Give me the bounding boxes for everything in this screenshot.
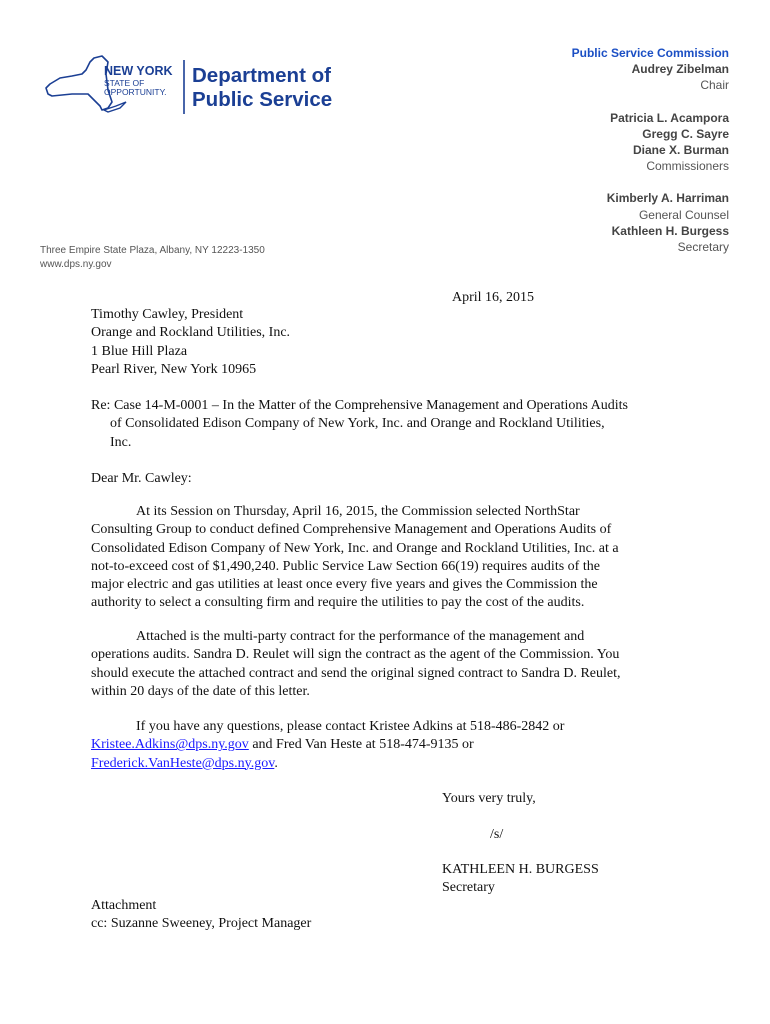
recipient-line: Pearl River, New York 10965	[91, 361, 257, 377]
agency-website: www.dps.ny.gov	[40, 259, 112, 270]
closing: Yours very truly,	[442, 791, 536, 806]
dps-logo	[42, 50, 352, 124]
paragraph-text: .	[274, 755, 278, 771]
attachment-note: Attachment	[91, 898, 157, 913]
roster-org: Public Service Commission	[571, 46, 729, 60]
logo-dept-line2: Public Service	[192, 88, 333, 111]
paragraph-line: major electric and gas utilities at least once every five years and gives the Commission the	[91, 577, 598, 593]
logo-dept-line1: Department of	[192, 64, 331, 87]
paragraph-text: and Fred Van Heste at 518-474-9135 or	[248, 737, 474, 753]
signature-mark: /s/	[490, 827, 504, 842]
roster-commissioner: Diane X. Burman	[632, 143, 729, 158]
roster-commissioners-title: Commissioners	[646, 159, 729, 174]
paragraph-line	[91, 736, 691, 754]
paragraph-line: Consulting Group to conduct defined Comprehensive Management and Operations Audits of	[91, 522, 612, 538]
roster-chair-title: Chair	[700, 78, 729, 93]
subject-line-3: Inc.	[110, 434, 132, 450]
letter-date: April 16, 2015	[452, 290, 535, 305]
subject-line-2: of Consolidated Edison Company of New York, Inc. and Orange and Rockland Utilities,	[110, 416, 605, 432]
subject-line-1: Re: Case 14-M-0001 – In the Matter of the Comprehensive Management and Operations Audits	[91, 398, 628, 413]
logo-state-line1: NEW YORK	[104, 64, 173, 78]
paragraph-line: At its Session on Thursday, April 16, 2015, the Commission selected NorthStar	[136, 504, 580, 519]
signer-block	[442, 861, 599, 898]
recipient-line: 1 Blue Hill Plaza	[91, 343, 188, 359]
salutation: Dear Mr. Cawley:	[91, 471, 192, 486]
recipient-address	[91, 306, 290, 379]
signer-name: KATHLEEN H. BURGESS	[442, 862, 599, 877]
email-link-vanheste[interactable]: Frederick.VanHeste@dps.ny.gov	[91, 755, 275, 771]
paragraph-line: operations audits. Sandra D. Reulet will sign the contract as the agent of the Commission. You	[91, 647, 620, 663]
paragraph-line: not-to-exceed cost of $1,490,240. Public Service Law Section 66(19) requires audits of the	[91, 558, 600, 574]
subject-line	[91, 397, 711, 452]
paragraph-contract	[91, 628, 691, 701]
roster-commissioner: Patricia L. Acampora	[610, 110, 729, 125]
paragraph-line: Attached is the multi-party contract for the performance of the management and	[136, 629, 585, 644]
email-link-adkins[interactable]: Kristee.Adkins@dps.ny.gov	[91, 737, 249, 753]
paragraph-session	[91, 503, 691, 613]
commission-roster	[572, 45, 729, 255]
recipient-line: Orange and Rockland Utilities, Inc.	[91, 325, 291, 341]
roster-counsel-name: Kimberly A. Harriman	[606, 191, 729, 206]
paragraph-line: Consolidated Edison Company of New York, Inc. and Orange and Rockland Utilities, Inc. at a	[91, 540, 619, 556]
roster-commissioner: Gregg C. Sayre	[642, 126, 729, 141]
signer-title: Secretary	[442, 880, 495, 896]
paragraph-line: within 20 days of the date of this letter.	[91, 683, 310, 699]
roster-chair-name: Audrey Zibelman	[631, 62, 729, 77]
recipient-line: Timothy Cawley, President	[91, 307, 244, 322]
new-york-state-map-icon	[42, 50, 352, 124]
agency-address-block	[40, 244, 265, 272]
cc-line: cc: Suzanne Sweeney, Project Manager	[91, 916, 312, 932]
paragraph-line: If you have any questions, please contact Kristee Adkins at 518-486-2842 or	[136, 719, 565, 734]
letter-footer	[91, 897, 311, 934]
paragraph-line: should execute the attached contract and send the original signed contract to Sandra D. Reulet,	[91, 665, 621, 681]
agency-address: Three Empire State Plaza, Albany, NY 12223-1350	[40, 245, 265, 256]
roster-counsel-title: General Counsel	[638, 207, 729, 222]
roster-secretary-title: Secretary	[677, 240, 729, 255]
paragraph-line	[91, 755, 691, 773]
logo-state-line2: STATE OF	[104, 78, 145, 88]
logo-state-line3: OPPORTUNITY.	[104, 87, 167, 97]
roster-secretary-name: Kathleen H. Burgess	[611, 223, 729, 238]
paragraph-contacts	[91, 718, 691, 773]
paragraph-line: authority to select a consulting firm and require the utilities to pay the cost of the audits.	[91, 595, 585, 611]
